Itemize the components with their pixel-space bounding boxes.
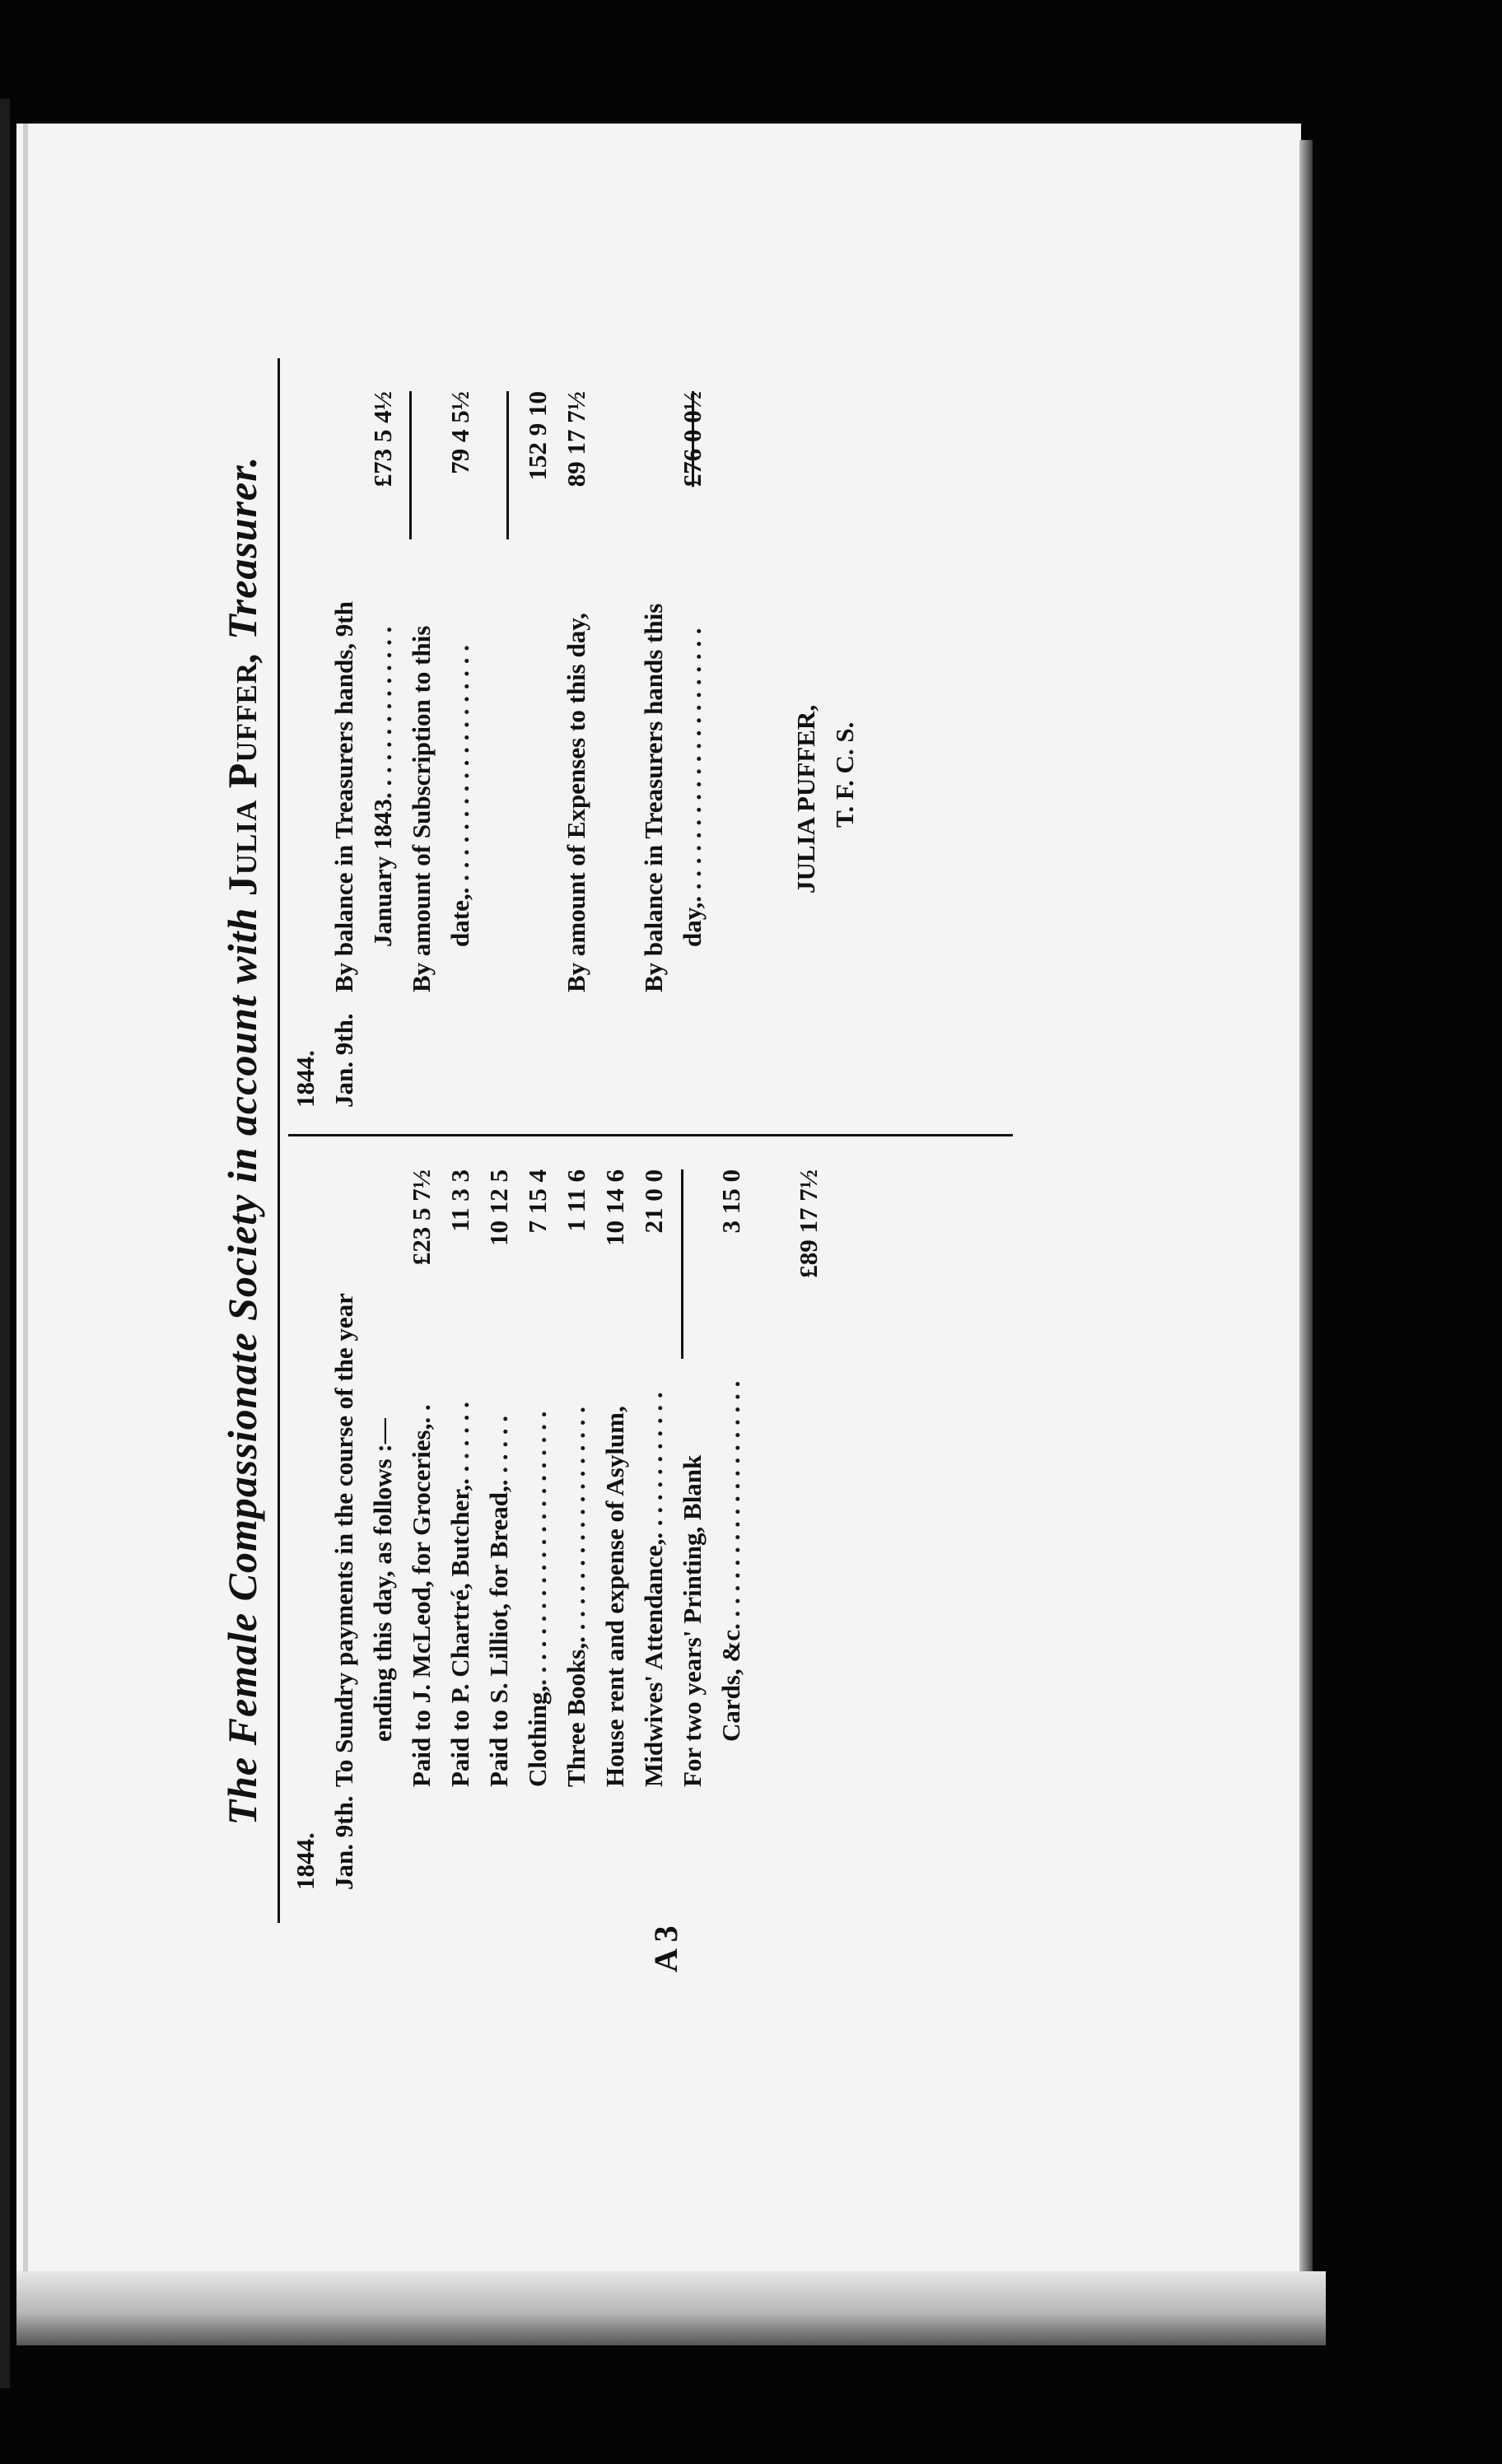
page-bottom-edge	[16, 2271, 1326, 2345]
account-row	[634, 1136, 673, 1923]
year-label: 1844.	[291, 1832, 320, 1890]
row-amount: 7 15 4	[523, 1169, 552, 1234]
page-spine-edge	[23, 124, 28, 2273]
signature-name: JULIA PUFFER,	[791, 704, 820, 894]
account-row	[479, 358, 518, 1124]
credit-rows	[324, 358, 711, 1124]
account-row	[324, 1136, 363, 1923]
row-amount: 3 15 0	[716, 1169, 745, 1234]
row-amount: 10 14 6	[600, 1169, 629, 1246]
row-description: By balance in Treasurers hands, 9th	[329, 601, 358, 992]
row-description: Three Books,. . . . . . . . . . . . . . . . . . .	[562, 1407, 590, 1787]
page-edge-shadow	[1299, 140, 1313, 2281]
account-row	[595, 358, 634, 1124]
account-row	[789, 1136, 828, 1923]
row-amount: £76 0 0½	[678, 391, 707, 488]
sum-rule	[681, 1169, 683, 1359]
title-treasurer-name: Julia Puffer	[219, 662, 265, 897]
row-amount: 1 11 6	[562, 1169, 590, 1232]
year-row	[286, 358, 324, 1124]
account-row	[518, 358, 557, 1124]
account-row	[402, 1136, 441, 1923]
row-description: Paid to S. Lilliot, for Bread,. . . . . .	[484, 1416, 513, 1787]
scan-border	[0, 99, 10, 2388]
row-description: By amount of Expenses to this day,	[562, 613, 590, 992]
sum-rule	[506, 391, 509, 539]
account-row	[402, 358, 441, 1124]
row-date: Jan. 9th.	[329, 1013, 358, 1108]
account-row	[634, 358, 673, 1124]
account-row	[673, 358, 711, 1124]
row-description: January 1843. . . . . . . . . . . . . .	[368, 626, 397, 947]
account-row	[324, 358, 363, 1124]
debit-column	[286, 1136, 828, 1923]
account-row	[750, 1136, 789, 1923]
account-row	[595, 1136, 634, 1923]
row-description: To Sundry payments in the course of the year	[329, 1293, 358, 1787]
row-description: Cards, &c. . . . . . . . . . . . . . . . . . . .	[716, 1380, 745, 1742]
account-row	[479, 1136, 518, 1923]
document-title	[218, 358, 266, 1923]
year-label: 1844.	[291, 1050, 320, 1108]
row-date: Jan. 9th.	[329, 1795, 358, 1890]
row-description: day,. . . . . . . . . . . . . . . . . . . . . .	[678, 628, 707, 947]
debit-rows	[324, 1136, 828, 1923]
account-row	[518, 1136, 557, 1923]
account-row	[711, 1136, 750, 1923]
row-description: House rent and expense of Asylum,	[600, 1406, 629, 1787]
row-description: By amount of Subscription to this	[407, 625, 436, 992]
row-amount: £73 5 4½	[368, 391, 397, 488]
row-amount: 152 9 10	[523, 391, 552, 481]
row-amount: 21 0 0	[639, 1169, 668, 1234]
title-text: The Female Compassionate Society in account with	[219, 896, 265, 1826]
signature-mark: A 3	[647, 1925, 684, 1972]
row-amount: 79 4 5½	[445, 391, 474, 474]
row-amount: £89 17 7½	[794, 1169, 823, 1278]
rotated-account-table	[210, 358, 1033, 1923]
account-row	[557, 358, 595, 1124]
row-description: For two years' Printing, Blank	[678, 1454, 707, 1787]
row-description: By balance in Treasurers hands this	[639, 603, 668, 992]
row-amount: £23 5 7½	[407, 1169, 436, 1266]
credit-column	[286, 358, 711, 1124]
signature-initials: T. F. C. S.	[830, 721, 859, 828]
row-description: Paid to J. McLeod, for Groceries,. .	[407, 1404, 436, 1787]
account-row	[441, 1136, 479, 1923]
account-row	[557, 1136, 595, 1923]
sum-rule	[409, 391, 412, 539]
row-description: Midwives' Attendance,. . . . . . . . . . . .	[639, 1392, 668, 1787]
account-row	[673, 1136, 711, 1923]
year-row	[286, 1136, 324, 1923]
row-amount: 11 3 3	[445, 1169, 474, 1232]
row-description: Paid to P. Chartré, Butcher,. . . . . . .	[445, 1402, 474, 1787]
account-row	[441, 358, 479, 1124]
account-row	[363, 358, 402, 1124]
title-suffix: , Treasurer.	[219, 455, 265, 663]
row-amount: 89 17 7½	[562, 391, 590, 488]
row-description: ending this day, as follows :—	[368, 1418, 397, 1742]
account-row	[363, 1136, 402, 1923]
row-description: Clothing,. . . . . . . . . . . . . . . . . . . . . .	[523, 1411, 552, 1787]
title-rule	[278, 358, 280, 1923]
row-amount: 10 12 5	[484, 1169, 513, 1246]
row-description: date,. . . . . . . . . . . . . . . . . . . .	[445, 645, 474, 947]
